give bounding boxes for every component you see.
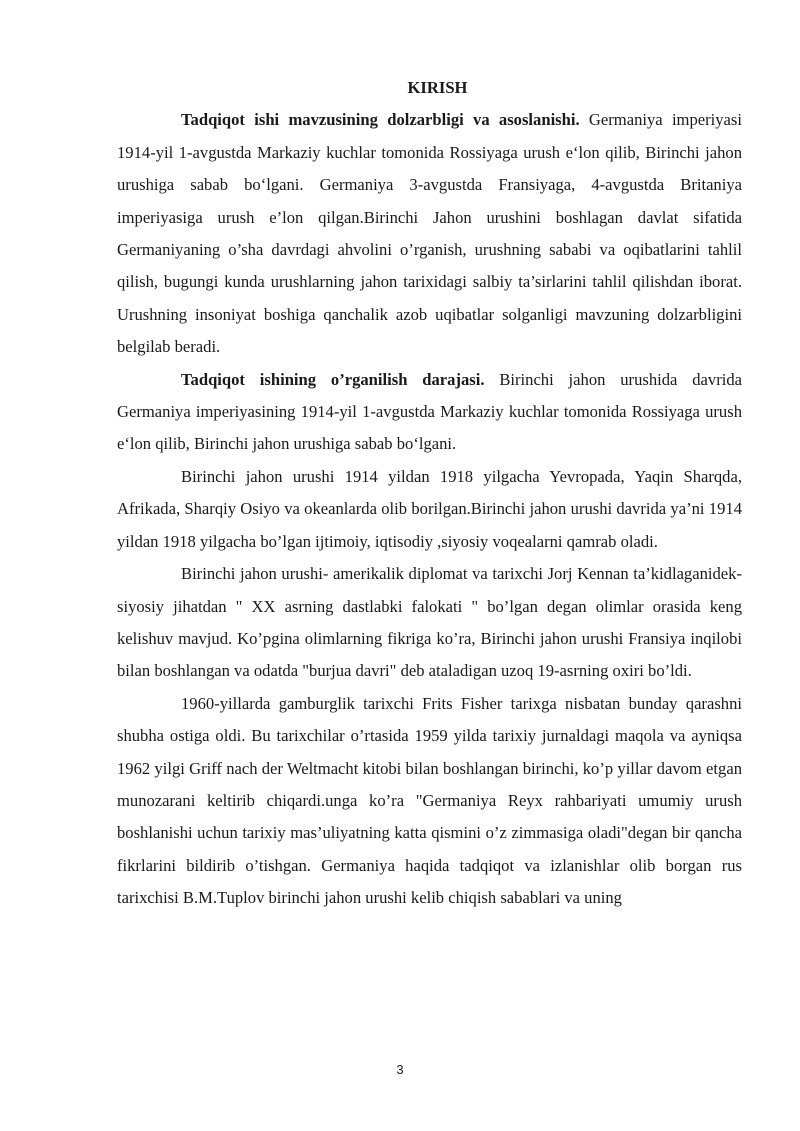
- paragraph-relevance: [117, 104, 742, 363]
- paragraph-text: 1960-yillarda gamburglik tarixchi Frits Fisher tarixga nisbatan bunday qarashni shubha ostiga oldi. Bu tarixchilar o’rtasida 1959 yilda tarixiy jurnaldagi maqola va ayniqsa 1962 yilgi Griff nach der Weltmacht kitobi bilan boshlangan birinchi, ko’p yillar davom etgan munozarani keltirib chiqardi.unga ko’ra "Germaniya Reyx rahbariyati umumiy urush boshlanishi uchun tarixiy mas’uliyatning katta qismini o’z zimmasiga oladi"degan bir qancha fikrlarini bildirib o’tishgan. Germaniya haqida tadqiqot va izlanishlar olib borgan rus tarixchisi B.M.Tuplov birinchi jahon urushi kelib chiqish sabablari va uning: [117, 693, 742, 908]
- paragraph-bold-lead: Tadqiqot ishining o’rganilish darajasi.: [181, 369, 485, 389]
- paragraph-text: Birinchi jahon urushi- amerikalik diplomat va tarixchi Jorj Kennan ta’kidlaganidek- siyosiy jihatdan " XX asrning dastlabki falokati " bo’lgan degan olimlar orasida keng kelishuv mavjud. Ko’pgina olimlarning fikriga ko’ra, Birinchi jahon urushi Fransiya inqilobi bilan boshlangan va odatda "burjua davri" deb ataladigan uzoq 19-asrning oxiri bo’ldi.: [117, 564, 742, 681]
- paragraph-study-level: [117, 364, 742, 461]
- section-heading: KIRISH: [407, 78, 468, 97]
- paragraph-war-overview: [117, 461, 742, 558]
- paragraph-bold-lead: Tadqiqot ishi mavzusining dolzarbligi va asoslanishi.: [181, 110, 580, 130]
- page-number: 3: [396, 1062, 404, 1077]
- page-content: [117, 72, 742, 915]
- paragraph-text: Birinchi jahon urushida davrida Germaniya imperiyasining 1914-yil 1-avgustda Markaziy kuchlar tomonida Rossiyaga urush e‘lon qilib, Birinchi jahon urushiga sabab bo‘lgani.: [117, 369, 742, 454]
- paragraph-text: Birinchi jahon urushi 1914 yildan 1918 yilgacha Yevropada, Yaqin Sharqda, Afrikada, Sharqiy Osiyo va okeanlarda olib borilgan.Birinchi jahon urushi davrida ya’ni 1914 yildan 1918 yilgacha bo’lgan ijtimoiy, iqtisodiy ,siyosiy voqealarni qamrab oladi.: [117, 466, 742, 551]
- paragraph-fisher: [117, 688, 742, 915]
- paragraph-text: Germaniya imperiyasi 1914-yil 1-avgustda Markaziy kuchlar tomonida Rossiyaga urush e‘lon qilib, Birinchi jahon urushiga sabab bo‘lgani. Germaniya 3-avgustda Fransiyaga, 4-avgustda Britaniya imperiyasiga urush e’lon qilgan.Birinchi Jahon urushini boshlagan davlat sifatida Germaniyaning o’sha davrdagi ahvolini o’rganish, urushning sababi va oqibatlarini tahlil qilish, bugungi kunda urushlarning jahon tarixidagi salbiy ta’sirlarini tahlil qilishdan iborat. Urushning insoniyat boshiga qanchalik azob uqibatlar solganligi mavzuning dolzarbligini belgilab beradi.: [117, 110, 742, 357]
- paragraph-kennan: [117, 558, 742, 688]
